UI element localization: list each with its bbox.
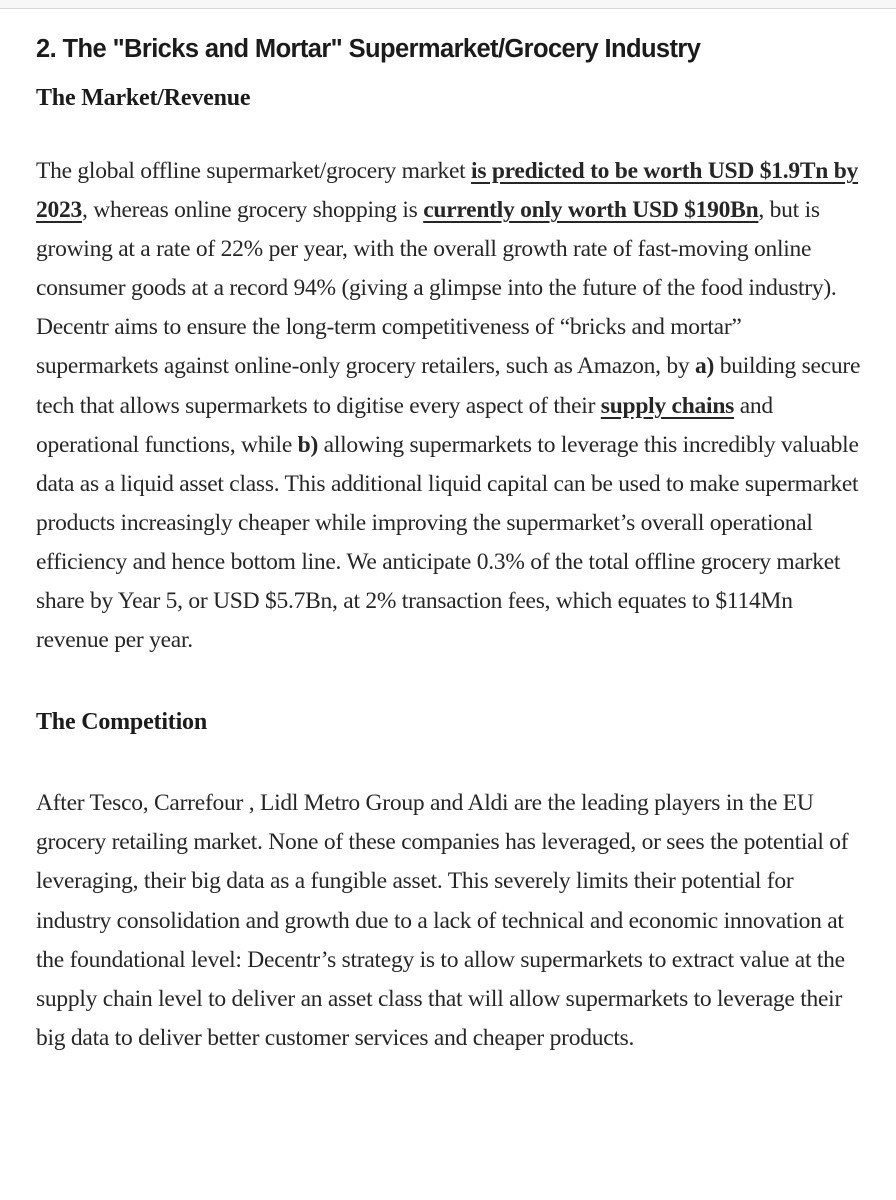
text-run: , whereas online grocery shopping is [82, 197, 424, 224]
competition-heading: The Competition [36, 709, 208, 736]
online-grocery-link[interactable]: currently only worth USD $190Bn [423, 197, 759, 224]
supply-chains-link[interactable]: supply chains [600, 392, 735, 419]
market-revenue-paragraph [36, 152, 866, 660]
list-marker-b: b) [297, 431, 319, 458]
market-revenue-heading: The Market/Revenue [36, 85, 251, 111]
article-content [36, 30, 866, 1058]
top-divider [0, 0, 896, 9]
list-marker-a: a) [694, 353, 715, 380]
text-run: building secure tech that allows supermarkets to digitise every aspect of their [36, 353, 861, 419]
competition-paragraph: After Tesco, Carrefour , Lidl Metro Group and Aldi are the leading players in the EU grocery retailing market. None of these companies has leveraged, or sees the potential of leveraging, their big data as a fungible asset. This severely limits their potential for industry consolidation and growth due to a lack of technical and economic innovation at the foundational level: Decentr’s strategy is to allow supermarkets to extract value at the supply chain level to deliver an asset class that will allow supermarkets to leverage their big data to deliver better customer services and cheaper products. [36, 790, 849, 1051]
text-run: , but is growing at a rate of 22% per year, with the overall growth rate of fast-moving online consumer goods at a record 94% (giving a glimpse into the future of the food industry). Decentr aims to ensure the long-term competitiveness of “bricks and mortar” supermarkets against online-only grocery retailers, such as Amazon, by [36, 197, 837, 380]
market-size-link[interactable]: is predicted to be worth USD $1.9Tn by 2023 [36, 158, 859, 224]
section-title: 2. The "Bricks and Mortar" Supermarket/Grocery Industry [36, 35, 701, 63]
text-run: and operational functions, while [36, 392, 773, 458]
text-run: allowing supermarkets to leverage this incredibly valuable data as a liquid asset class. This additional liquid capital can be used to make supermarket products increasingly cheaper while improving the supermarket’s overall operational efficiency and hence bottom line. We anticipate 0.3% of the total offline grocery market share by Year 5, or USD $5.7Bn, at 2% transaction fees, which equates to $114Mn revenue per year. [36, 431, 859, 654]
text-run: The global offline supermarket/grocery market [36, 158, 472, 184]
